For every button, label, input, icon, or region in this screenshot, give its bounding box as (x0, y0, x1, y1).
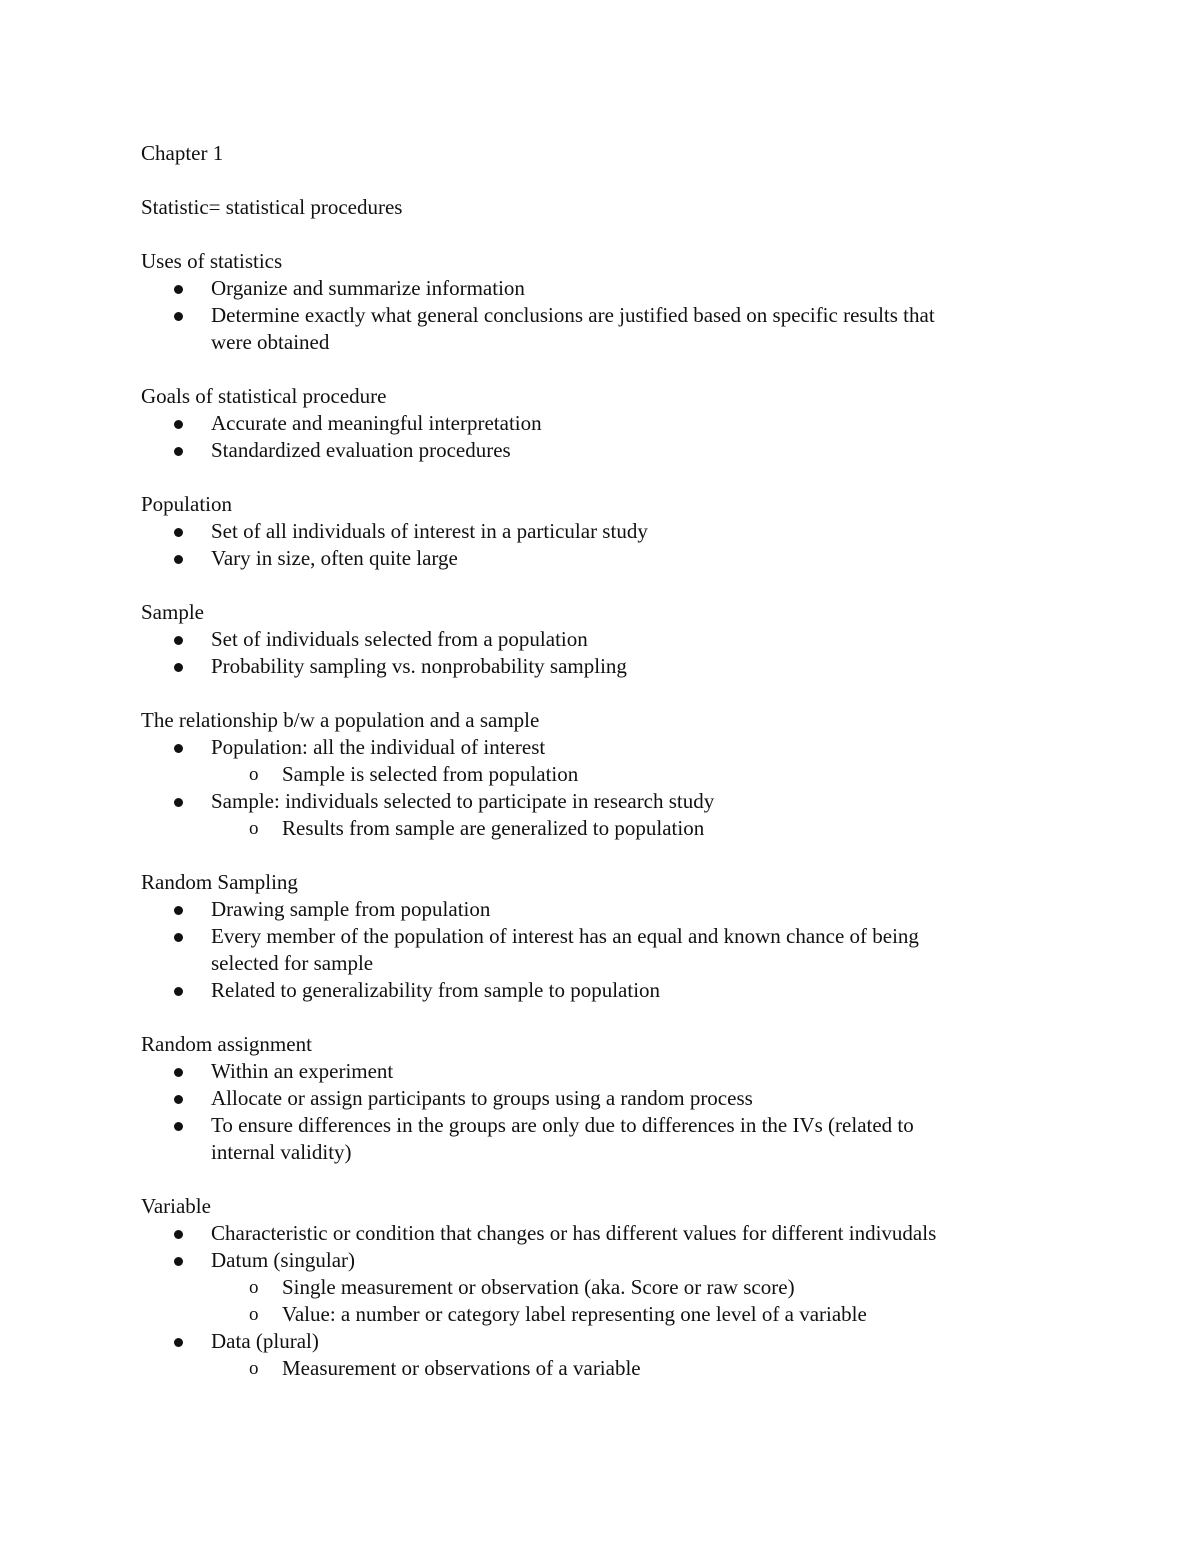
bullet-item (141, 977, 1041, 1004)
bullet-item-continuation (141, 329, 1041, 356)
line-text: were obtained (211, 330, 330, 354)
bullet-dot-icon (174, 906, 183, 915)
section-heading (141, 707, 1041, 734)
line-text: internal validity) (211, 1140, 352, 1164)
line-text: Statistic= statistical procedures (141, 195, 403, 219)
blank-line (141, 464, 1041, 491)
line-text: Data (plural) (211, 1329, 319, 1353)
bullet-dot-icon (174, 933, 183, 942)
bullet-dot-icon (174, 1338, 183, 1347)
line-text: Related to generalizability from sample to population (211, 978, 661, 1002)
blank-line (141, 842, 1041, 869)
section-heading (141, 194, 1041, 221)
line-text: Every member of the population of interest has an equal and known chance of being (211, 924, 919, 948)
bullet-item (141, 302, 1041, 329)
line-text: Population: all the individual of interest (211, 735, 546, 759)
line-text: Allocate or assign participants to groups using a random process (211, 1086, 753, 1110)
bullet-dot-icon (174, 798, 183, 807)
sub-bullet-icon: o (249, 1277, 259, 1298)
line-text: Set of individuals selected from a population (211, 627, 588, 651)
bullet-dot-icon (174, 987, 183, 996)
bullet-dot-icon (174, 744, 183, 753)
bullet-dot-icon (174, 528, 183, 537)
bullet-dot-icon (174, 420, 183, 429)
bullet-item (141, 626, 1041, 653)
line-text: Vary in size, often quite large (211, 546, 458, 570)
line-text: Random assignment (141, 1032, 312, 1056)
bullet-dot-icon (174, 1095, 183, 1104)
line-text: Single measurement or observation (aka. Score or raw score) (282, 1275, 795, 1299)
bullet-item (141, 1247, 1041, 1274)
document-page (141, 140, 1041, 1382)
bullet-item (141, 1058, 1041, 1085)
bullet-item (141, 896, 1041, 923)
line-text: Datum (singular) (211, 1248, 356, 1272)
line-text: Value: a number or category label representing one level of a variable (282, 1302, 867, 1326)
blank-line (141, 356, 1041, 383)
bullet-item (141, 653, 1041, 680)
bullet-item (141, 734, 1041, 761)
line-text: To ensure differences in the groups are only due to differences in the IVs (related to (211, 1113, 914, 1137)
sub-bullet-item (141, 1301, 1041, 1328)
line-text: Goals of statistical procedure (141, 384, 387, 408)
section-heading (141, 491, 1041, 518)
line-text: Within an experiment (211, 1059, 394, 1083)
line-text: Random Sampling (141, 870, 298, 894)
bullet-item (141, 1328, 1041, 1355)
bullet-item (141, 1085, 1041, 1112)
line-text: Probability sampling vs. nonprobability sampling (211, 654, 627, 678)
line-text: Determine exactly what general conclusions are justified based on specific results that (211, 303, 935, 327)
section-heading (141, 383, 1041, 410)
line-text: Accurate and meaningful interpretation (211, 411, 542, 435)
bullet-item (141, 410, 1041, 437)
line-text: Population (141, 492, 233, 516)
sub-bullet-icon: o (249, 818, 259, 839)
sub-bullet-item (141, 761, 1041, 788)
bullet-item (141, 545, 1041, 572)
line-text: Sample: individuals selected to participate in research study (211, 789, 715, 813)
line-text: The relationship b/w a population and a sample (141, 708, 540, 732)
sub-bullet-icon: o (249, 1358, 259, 1379)
line-text: Measurement or observations of a variable (282, 1356, 641, 1380)
bullet-dot-icon (174, 1257, 183, 1266)
section-heading (141, 248, 1041, 275)
line-text: Chapter 1 (141, 141, 224, 165)
bullet-dot-icon (174, 447, 183, 456)
bullet-dot-icon (174, 555, 183, 564)
bullet-item (141, 1220, 1041, 1247)
bullet-item-continuation (141, 950, 1041, 977)
sub-bullet-icon: o (249, 764, 259, 785)
bullet-item (141, 518, 1041, 545)
bullet-dot-icon (174, 663, 183, 672)
blank-line (141, 572, 1041, 599)
section-heading (141, 869, 1041, 896)
bullet-item (141, 275, 1041, 302)
bullet-item (141, 788, 1041, 815)
section-heading (141, 140, 1041, 167)
blank-line (141, 221, 1041, 248)
sub-bullet-item (141, 815, 1041, 842)
section-heading (141, 599, 1041, 626)
bullet-item (141, 923, 1041, 950)
line-text: Set of all individuals of interest in a particular study (211, 519, 648, 543)
line-text: Sample (141, 600, 204, 624)
bullet-dot-icon (174, 285, 183, 294)
blank-line (141, 1004, 1041, 1031)
bullet-dot-icon (174, 636, 183, 645)
section-heading (141, 1193, 1041, 1220)
line-text: Standardized evaluation procedures (211, 438, 511, 462)
bullet-dot-icon (174, 312, 183, 321)
bullet-item (141, 1112, 1041, 1139)
line-text: Organize and summarize information (211, 276, 525, 300)
blank-line (141, 1166, 1041, 1193)
sub-bullet-item (141, 1355, 1041, 1382)
line-text: selected for sample (211, 951, 374, 975)
line-text: Drawing sample from population (211, 897, 491, 921)
blank-line (141, 680, 1041, 707)
blank-line (141, 167, 1041, 194)
bullet-dot-icon (174, 1068, 183, 1077)
line-text: Sample is selected from population (282, 762, 579, 786)
line-text: Variable (141, 1194, 211, 1218)
bullet-item-continuation (141, 1139, 1041, 1166)
line-text: Uses of statistics (141, 249, 283, 273)
bullet-dot-icon (174, 1230, 183, 1239)
line-text: Characteristic or condition that changes or has different values for different indivudals (211, 1221, 937, 1245)
section-heading (141, 1031, 1041, 1058)
bullet-dot-icon (174, 1122, 183, 1131)
sub-bullet-icon: o (249, 1304, 259, 1325)
sub-bullet-item (141, 1274, 1041, 1301)
line-text: Results from sample are generalized to population (282, 816, 705, 840)
bullet-item (141, 437, 1041, 464)
